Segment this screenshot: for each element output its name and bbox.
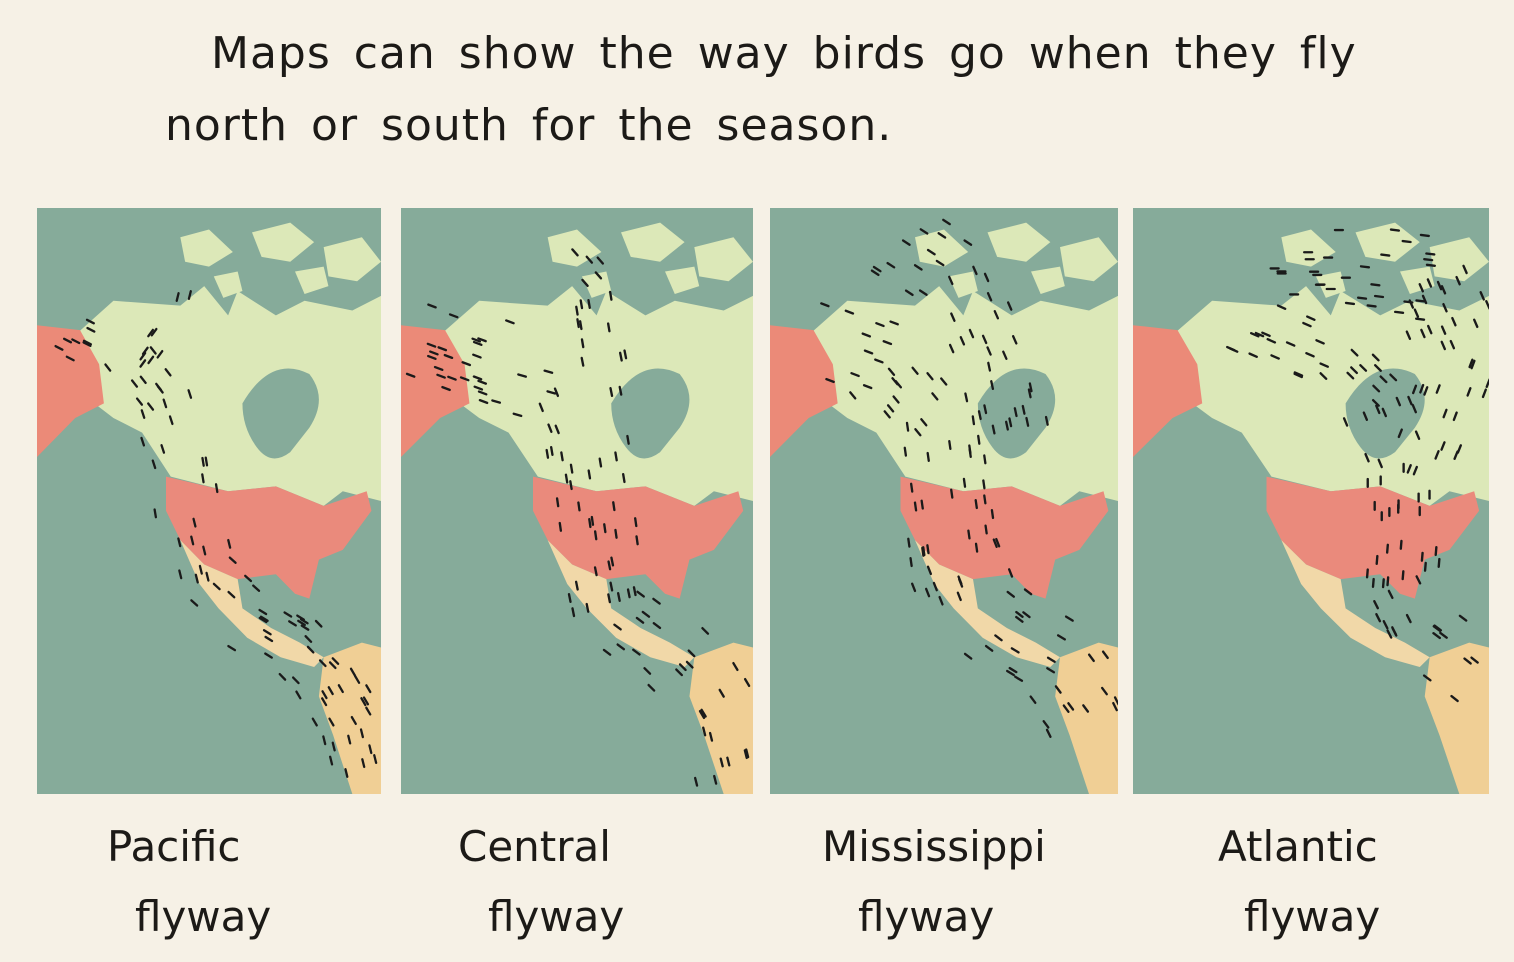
- flight-dash: [1046, 417, 1048, 425]
- map-svg-4: [1133, 208, 1489, 794]
- flight-dash: [560, 523, 561, 531]
- caption-name: Mississippi: [822, 822, 1046, 871]
- flight-dash: [983, 480, 984, 488]
- flight-dash: [577, 319, 578, 327]
- flight-dash: [1368, 305, 1376, 306]
- flight-dash: [984, 405, 986, 413]
- flight-dash: [608, 594, 610, 602]
- flight-dash: [1427, 265, 1435, 266]
- flight-dash: [1375, 296, 1383, 297]
- flight-dash: [569, 594, 571, 602]
- caption-word: flyway: [488, 892, 625, 941]
- flight-dash: [551, 447, 552, 455]
- flight-dash: [1381, 255, 1389, 256]
- flight-dash: [973, 416, 974, 424]
- flight-dash: [1026, 418, 1028, 426]
- flight-dash: [984, 496, 985, 504]
- flight-dash: [991, 381, 993, 389]
- flight-dash: [613, 502, 614, 510]
- flight-dash: [1416, 319, 1424, 320]
- flight-dash: [1358, 298, 1366, 299]
- flight-dash: [571, 465, 572, 473]
- flight-dash: [969, 446, 970, 454]
- flight-dash: [1425, 563, 1426, 571]
- flight-dash: [566, 475, 567, 483]
- flight-dash: [589, 471, 590, 479]
- flight-dash: [557, 498, 558, 506]
- atlantic-flyway-map: [1133, 208, 1489, 794]
- flight-dash: [1416, 300, 1424, 301]
- pacific-flyway-map: [37, 208, 381, 794]
- flight-dash: [1387, 545, 1388, 553]
- flight-dash: [1403, 241, 1411, 242]
- flight-dash: [587, 604, 589, 612]
- flight-dash: [1424, 259, 1432, 260]
- flight-dash: [1421, 235, 1429, 236]
- flight-dash: [976, 500, 977, 508]
- flight-dash: [202, 474, 203, 482]
- flight-dash: [588, 300, 589, 308]
- flight-dash: [1422, 553, 1423, 561]
- map-svg-1: [37, 208, 381, 794]
- flight-dash: [984, 455, 985, 463]
- flight-dash: [578, 503, 579, 511]
- flight-dash: [600, 459, 601, 467]
- flight-dash: [1361, 266, 1369, 267]
- flight-dash: [1395, 312, 1403, 313]
- caption-name: Central: [458, 822, 611, 871]
- flight-dash: [992, 510, 993, 518]
- map-svg-2: [401, 208, 753, 794]
- flight-dash: [561, 452, 562, 460]
- flight-dash: [951, 490, 952, 498]
- flight-dash: [911, 558, 912, 566]
- flight-dash: [581, 300, 582, 308]
- flight-dash: [611, 583, 613, 591]
- flight-dash: [611, 558, 613, 566]
- flight-dash: [923, 547, 924, 555]
- flight-dash: [620, 353, 622, 361]
- flight-dash: [1030, 384, 1032, 392]
- flight-dash: [1403, 571, 1404, 579]
- flight-dash: [1373, 579, 1374, 587]
- flight-dash: [1439, 559, 1440, 567]
- flight-dash: [609, 562, 611, 570]
- flight-dash: [1023, 406, 1025, 414]
- flight-dash: [576, 582, 578, 590]
- flight-dash: [610, 292, 611, 300]
- flight-dash: [634, 587, 636, 595]
- flight-dash: [604, 524, 605, 532]
- flight-dash: [618, 593, 620, 601]
- caption-word: flyway: [135, 892, 272, 941]
- flight-dash: [986, 526, 987, 534]
- flight-dash: [965, 394, 967, 402]
- caption-name: Atlantic: [1218, 822, 1378, 871]
- flight-dash: [611, 388, 613, 396]
- intro-line-1: Maps can show the way birds go when they fly: [211, 28, 1357, 79]
- flight-dash: [908, 539, 909, 547]
- flight-dash: [570, 481, 571, 489]
- flight-dash: [595, 531, 596, 539]
- flight-dash: [911, 484, 912, 492]
- flight-dash: [580, 321, 581, 329]
- flight-dash: [1377, 556, 1378, 564]
- flight-dash: [620, 387, 622, 395]
- flight-dash: [949, 441, 950, 449]
- intro-line-2: north or south for the season.: [165, 100, 893, 151]
- flight-dash: [155, 510, 156, 518]
- flight-dash: [964, 479, 965, 487]
- flight-dash: [572, 608, 574, 616]
- flight-dash: [1006, 422, 1008, 430]
- caption-central: [458, 812, 624, 952]
- flight-dash: [1426, 253, 1434, 254]
- caption-pacific: [107, 812, 271, 952]
- flight-dash: [202, 458, 203, 466]
- central-flyway-map: [401, 208, 753, 794]
- flight-dash: [582, 358, 584, 366]
- flight-dash: [927, 545, 928, 553]
- flight-dash: [968, 531, 969, 539]
- flight-dash: [637, 536, 638, 544]
- flight-dash: [627, 436, 628, 444]
- flight-dash: [928, 453, 929, 461]
- flight-dash: [993, 426, 995, 434]
- flight-dash: [907, 423, 908, 431]
- caption-name: Pacific: [107, 822, 241, 871]
- flight-dash: [1383, 579, 1384, 587]
- flight-dash: [922, 501, 923, 509]
- flight-dash: [1388, 577, 1389, 585]
- flight-dash: [608, 323, 609, 331]
- flight-dash: [623, 474, 624, 482]
- flight-dash: [1346, 303, 1354, 304]
- flight-dash: [635, 518, 636, 526]
- flight-dash: [1009, 418, 1011, 426]
- flight-dash: [216, 484, 217, 492]
- flight-dash: [206, 458, 207, 466]
- flight-dash: [978, 436, 979, 444]
- flight-dash: [615, 453, 616, 461]
- flight-dash: [576, 307, 577, 315]
- flight-dash: [589, 519, 590, 527]
- caption-word: flyway: [858, 892, 995, 941]
- flight-dash: [547, 450, 548, 458]
- caption-word: flyway: [1244, 892, 1381, 941]
- map-svg-3: [770, 208, 1118, 794]
- flight-dash: [1436, 547, 1437, 555]
- caption-atlantic: [1218, 812, 1380, 952]
- flight-dash: [1015, 408, 1017, 416]
- flight-dash: [592, 517, 593, 525]
- flight-dash: [582, 339, 583, 347]
- flight-dash: [1371, 284, 1379, 285]
- flight-dash: [628, 589, 630, 597]
- flight-dash: [1401, 541, 1402, 549]
- flight-dash: [905, 448, 906, 456]
- flight-dash: [988, 363, 990, 371]
- flight-dash: [979, 411, 981, 419]
- caption-mississippi: [822, 812, 1046, 952]
- flight-dash: [595, 567, 597, 575]
- flight-dash: [915, 503, 916, 511]
- flight-dash: [976, 544, 977, 552]
- flight-dash: [615, 530, 616, 538]
- mississippi-flyway-map: [770, 208, 1118, 794]
- flight-dash: [1391, 230, 1399, 231]
- flight-dash: [1367, 570, 1368, 578]
- flight-dash: [625, 351, 627, 359]
